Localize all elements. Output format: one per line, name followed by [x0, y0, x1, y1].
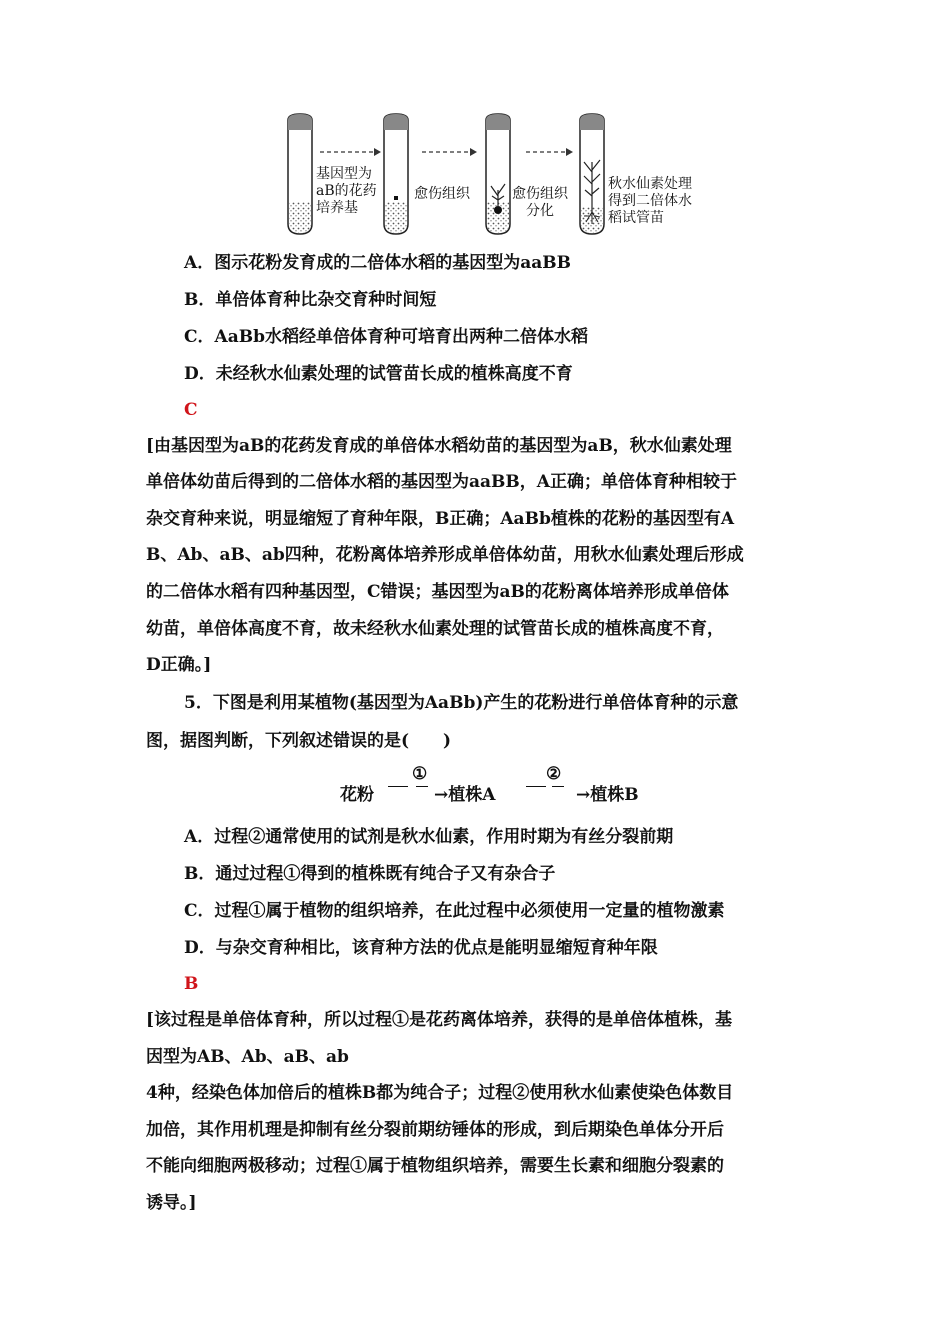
test-tube-4: [580, 114, 604, 234]
scheme-end: →植株B: [576, 785, 639, 805]
tube2-label: 愈伤组织: [414, 186, 470, 202]
scheme-step1: ①: [412, 764, 428, 784]
q4-explanation-line: 单倍体幼苗后得到的二倍体水稻的基因型为aaBB，A正确；单倍体育种相较于: [146, 472, 737, 492]
q5-option-d: D．与杂交育种相比，该育种方法的优点是能明显缩短育种年限: [184, 938, 658, 958]
tube3-label: 愈伤组织 分化: [512, 186, 568, 219]
q4-explanation-line: 的二倍体水稻有四种基因型，C错误；基因型为aB的花粉离体培养形成单倍体: [146, 582, 729, 602]
q4-explanation-line: 幼苗，单倍体高度不育，故未经秋水仙素处理的试管苗长成的植株高度不育，: [146, 619, 724, 639]
q4-explanation-line: B、Ab、aB、ab四种，花粉离体培养形成单倍体幼苗，用秋水仙素处理后形成: [146, 545, 744, 565]
q4-explanation-line: 杂交育种来说，明显缩短了育种年限，B正确；AaBb植株的花粉的基因型有A: [146, 509, 735, 529]
q5-option-a: A．过程②通常使用的试剂是秋水仙素，作用时期为有丝分裂前期: [184, 827, 674, 847]
scheme-mid: →植株A: [434, 785, 496, 805]
q5-explanation-line: 诱导。]: [146, 1193, 197, 1213]
tube4-label: 秋水仙素处理 得到二倍体水 稻试管苗: [608, 176, 692, 226]
scheme-arrow-line: [416, 786, 428, 787]
q5-option-b: B．通过过程①得到的植株既有纯合子又有杂合子: [184, 864, 556, 884]
q5-explanation-line: 4种，经染色体加倍后的植株B都为纯合子；过程②使用秋水仙素使染色体数目: [146, 1083, 734, 1103]
q4-explanation-line: [由基因型为aB的花药发育成的单倍体水稻幼苗的基因型为aB，秋水仙素处理: [146, 436, 732, 456]
q4-option-d: D．未经秋水仙素处理的试管苗长成的植株高度不育: [184, 364, 573, 384]
q5-stem-line: 5．下图是利用某植物(基因型为AaBb)产生的花粉进行单倍体育种的示意: [184, 693, 739, 713]
q5-answer: B: [184, 974, 199, 994]
q5-explanation-line: 因型为AB、Ab、aB、ab: [146, 1047, 349, 1067]
test-tube-2: [384, 114, 408, 234]
q4-explanation-line: D正确。]: [146, 655, 212, 675]
q5-explanation-line: 不能向细胞两极移动；过程①属于植物组织培养，需要生长素和细胞分裂素的: [146, 1156, 724, 1176]
q5-explanation-line: 加倍，其作用机理是抑制有丝分裂前期纺锤体的形成，到后期染色单体分开后: [146, 1120, 724, 1140]
scheme-step2: ②: [546, 764, 562, 784]
q4-option-a: A．图示花粉发育成的二倍体水稻的基因型为aaBB: [184, 253, 571, 273]
scheme-arrow-line: [552, 786, 564, 787]
test-tube-figure: [282, 112, 722, 240]
test-tube-3: [486, 114, 510, 234]
q5-explanation-line: [该过程是单倍体育种，所以过程①是花药离体培养，获得的是单倍体植株，基: [146, 1010, 733, 1030]
tube1-label: 基因型为 aB的花药 培养基: [316, 166, 377, 216]
scheme-arrow-line: [526, 786, 546, 787]
scheme-start: 花粉: [340, 785, 374, 805]
q4-option-b: B．单倍体育种比杂交育种时间短: [184, 290, 437, 310]
test-tube-1: [288, 114, 312, 234]
scheme-arrow-line: [388, 786, 408, 787]
q5-option-c: C．过程①属于植物的组织培养，在此过程中必须使用一定量的植物激素: [184, 901, 725, 921]
q4-answer: C: [184, 400, 198, 420]
q5-stem-line: 图，据图判断，下列叙述错误的是( ): [146, 731, 452, 751]
q4-option-c: C．AaBb水稻经单倍体育种可培育出两种二倍体水稻: [184, 327, 588, 347]
